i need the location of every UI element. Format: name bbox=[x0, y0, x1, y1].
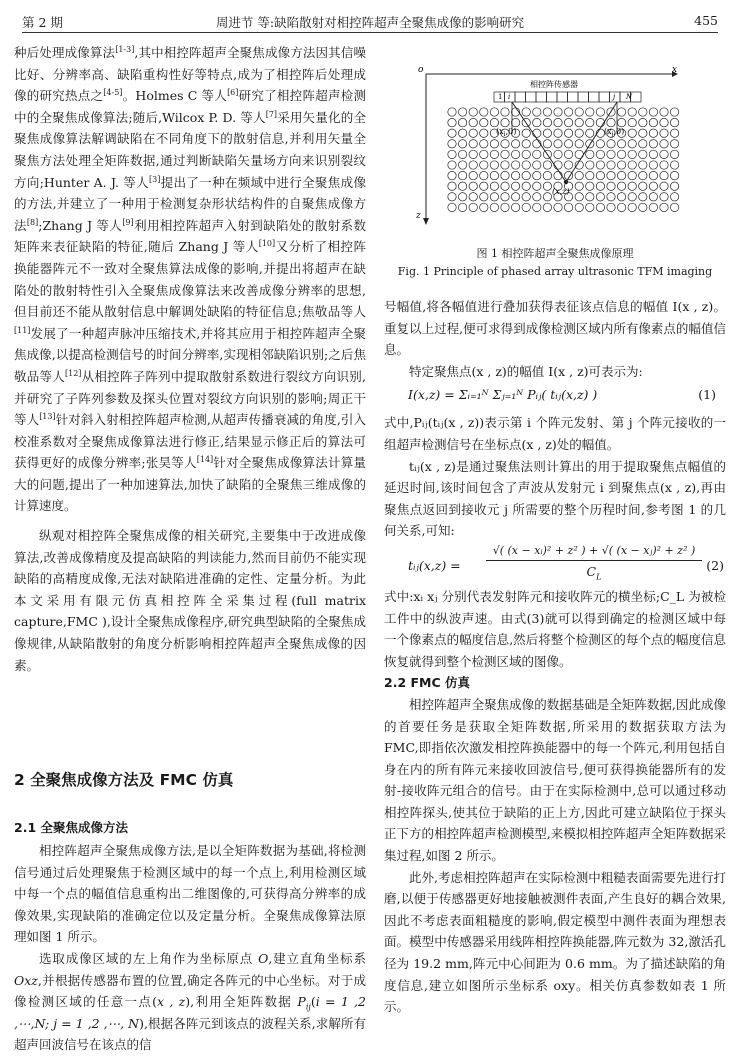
grid-pixel bbox=[543, 161, 551, 169]
grid-pixel bbox=[533, 129, 541, 137]
grid-pixel bbox=[607, 203, 615, 211]
element-i-label: i bbox=[508, 93, 511, 101]
grid-pixel bbox=[628, 193, 636, 201]
citation: [11] bbox=[14, 325, 31, 335]
grid-pixel bbox=[533, 203, 541, 211]
grid-pixel bbox=[469, 108, 477, 116]
grid-pixel bbox=[501, 118, 509, 126]
paragraph-delay-time: tᵢⱼ(x , z)是通过聚焦法则计算出的用于提取聚焦点幅值的延迟时间,该时间包含了声波从发射元 i 到聚焦点(x , z),再由聚焦点返回到接收元 j 所需要的整个历程时间,参考图 1 的几何关系,可知: bbox=[384, 458, 726, 539]
grid-pixel bbox=[639, 193, 647, 201]
grid-pixel bbox=[564, 150, 572, 158]
grid-pixel bbox=[522, 108, 530, 116]
grid-pixel bbox=[586, 118, 594, 126]
grid-pixel bbox=[501, 150, 509, 158]
grid-pixel bbox=[575, 129, 583, 137]
grid-pixel bbox=[670, 203, 678, 211]
figure-1-caption-cn: 图 1 相控阵超声全聚焦成像原理 bbox=[476, 247, 634, 260]
grid-pixel bbox=[596, 140, 604, 148]
grid-pixel bbox=[554, 129, 562, 137]
equation-1-body: I(x,z) = Σᵢ₌₁ᴺ Σⱼ₌₁ᴺ Pᵢⱼ( tᵢⱼ(x,z) ) bbox=[408, 387, 598, 403]
grid-pixel bbox=[490, 182, 498, 190]
grid-pixel bbox=[501, 182, 509, 190]
grid-pixel bbox=[639, 129, 647, 137]
grid-pixel bbox=[617, 150, 625, 158]
grid-pixel bbox=[607, 150, 615, 158]
grid-pixel bbox=[522, 171, 530, 179]
grid-pixel bbox=[469, 118, 477, 126]
grid-pixel bbox=[533, 150, 541, 158]
grid-pixel bbox=[501, 193, 509, 201]
grid-pixel bbox=[448, 140, 456, 148]
transducer-element bbox=[599, 92, 610, 102]
grid-pixel bbox=[607, 182, 615, 190]
grid-pixel bbox=[639, 118, 647, 126]
paragraph-eq1-intro: 特定聚焦点(x , z)的幅值 I(x , z)可表示为: bbox=[409, 363, 643, 379]
grid-pixel bbox=[596, 161, 604, 169]
subsection-2-2-heading: 2.2 FMC 仿真 bbox=[384, 675, 470, 691]
grid-pixel bbox=[543, 129, 551, 137]
grid-pixel bbox=[628, 150, 636, 158]
transducer-element bbox=[589, 92, 600, 102]
grid-pixel bbox=[458, 182, 466, 190]
grid-pixel bbox=[649, 203, 657, 211]
transducer-label: 相控阵传感器 bbox=[530, 80, 578, 89]
grid-pixel bbox=[660, 171, 668, 179]
paragraph-intro-continued: 种后处理成像算法[1-3],其中相控阵超声全聚焦成像方法因其信噪比好、分辨率高、缺陷重构性好等特点,成为了相控阵后处理成像的研究热点之[4-5]。Holmes C 等人[6]研究了相控阵超声检测中的全聚焦成像算法;随后,Wilcox P. D. 等人[7]采用矢量化的全聚焦成像算法解调缺陷在不同角度下的散射信息,并利用矢量全聚焦方法处理全矩阵数据,通过判断缺陷矢量场方向来识别裂纹方向;Hunter A. J. 等人[3]提出了一种在频域中进行全聚焦成像的方法,并建立了一种用于检测复杂形状结构件的自聚焦成像方法[8];Zhang J 等人[9]利用相控阵超声入射到缺陷处的散射系数矩阵来表征缺陷的特征,随后 Zhang J 等人[10]又分析了相控阵换能器阵元不一致对全聚焦算法成像的影响,并提出将超声在缺陷处的散射特性引入全聚焦成像算法来改善成像分辨率的思想,但目前还不能从散射信息中解调处缺陷的特征信息;焦敬品等人[11]发展了一种超声脉冲压缩技术,并将其应用于相控阵超声全聚焦成像,以提高检测信号的时间分辨率,实现相邻缺陷识别;之后焦敬品等人[12]从相控阵子阵列中提取散射系数进行裂纹方向识别,并研究了子阵列参数及探头位置对裂纹方向识别的影响;周正干等人[13]针对斜入射相控阵超声检测,从超声传播衰减的角度,引入校准系数对全聚焦成像算法进行修正,结果显示修正后的算法可获得更好的成像分辨率;张昊等人[14]针对全聚焦成像算法计算量大的问题,提出了一种加速算法,加快了缺陷的全聚焦三维成像的计算速度。 bbox=[14, 44, 366, 514]
grid-pixel bbox=[617, 171, 625, 179]
tfm-principle-diagram bbox=[414, 62, 704, 228]
grid-pixel bbox=[596, 171, 604, 179]
grid-pixel bbox=[448, 182, 456, 190]
figure-1-tfm-diagram bbox=[414, 62, 704, 228]
grid-pixel bbox=[596, 203, 604, 211]
grid-pixel bbox=[501, 203, 509, 211]
grid-pixel bbox=[628, 118, 636, 126]
grid-pixel bbox=[480, 182, 488, 190]
grid-pixel bbox=[490, 150, 498, 158]
grid-pixel bbox=[564, 129, 572, 137]
grid-pixel bbox=[575, 118, 583, 126]
grid-pixel bbox=[639, 150, 647, 158]
grid-pixel bbox=[607, 171, 615, 179]
grid-pixel bbox=[660, 150, 668, 158]
grid-pixel bbox=[607, 193, 615, 201]
grid-pixel bbox=[607, 118, 615, 126]
paragraph-research-summary: 纵观对相控阵全聚焦成像的相关研究,主要集中于改进成像算法,改善成像精度及提高缺陷的判读能力,然而目前仍不能实现缺陷的高精度成像,无法对缺陷进准确的定性、定量分析。为此本文采用有限元仿真相控阵全采集过程(full matrix capture,FMC ),设计全聚焦成像程序,研究典型缺陷的全聚焦成像规律,从缺陷散射的角度分析影响相控阵超声全聚焦成像的因素。 bbox=[14, 528, 366, 673]
grid-pixel bbox=[617, 140, 625, 148]
grid-pixel bbox=[522, 150, 530, 158]
grid-pixel bbox=[628, 140, 636, 148]
grid-pixel bbox=[586, 108, 594, 116]
grid-pixel bbox=[490, 140, 498, 148]
grid-pixel bbox=[596, 150, 604, 158]
grid-pixel bbox=[469, 203, 477, 211]
z-axis-arrow bbox=[423, 218, 429, 225]
grid-pixel bbox=[501, 171, 509, 179]
grid-pixel bbox=[564, 108, 572, 116]
grid-pixel bbox=[501, 140, 509, 148]
paragraph-eq2-definition: 式中:xᵢ xⱼ 分别代表发射阵元和接收阵元的横坐标;C_L 为被检工件中的纵波声速。由式(3)就可以得到确定的检测区域中每一个像素点的幅度信息,然后将整个检测区的每个点的幅度信息恢复就得到整个检测区域的图像。 bbox=[384, 588, 726, 669]
focus-point bbox=[564, 180, 568, 184]
page-number: 455 bbox=[694, 13, 718, 28]
grid-pixel bbox=[670, 171, 678, 179]
grid-pixel bbox=[448, 193, 456, 201]
grid-pixel bbox=[458, 108, 466, 116]
grid-pixel bbox=[575, 171, 583, 179]
running-title: 周进节 等:缺陷散射对相控阵超声全聚焦成像的影响研究 bbox=[215, 15, 525, 30]
grid-pixel bbox=[543, 140, 551, 148]
grid-pixel bbox=[575, 182, 583, 190]
transducer-element bbox=[515, 92, 526, 102]
grid-pixel bbox=[617, 193, 625, 201]
grid-pixel bbox=[469, 129, 477, 137]
grid-pixel bbox=[511, 171, 519, 179]
grid-pixel bbox=[660, 161, 668, 169]
citation: [8] bbox=[26, 217, 39, 227]
figure-1-caption-en: Fig. 1 Principle of phased array ultrasonic TFM imaging bbox=[397, 265, 713, 278]
grid-pixel bbox=[586, 161, 594, 169]
grid-pixel bbox=[469, 193, 477, 201]
citation: [1-3] bbox=[115, 44, 135, 54]
grid-pixel bbox=[649, 118, 657, 126]
grid-pixel bbox=[586, 129, 594, 137]
grid-pixel bbox=[617, 108, 625, 116]
grid-pixel bbox=[448, 108, 456, 116]
grid-pixel bbox=[670, 108, 678, 116]
grid-pixel bbox=[458, 129, 466, 137]
grid-pixel bbox=[660, 129, 668, 137]
grid-pixel bbox=[564, 140, 572, 148]
grid-pixel bbox=[575, 203, 583, 211]
equation-2 bbox=[384, 542, 726, 586]
running-header bbox=[22, 10, 718, 33]
grid-pixel bbox=[564, 203, 572, 211]
grid-pixel bbox=[660, 140, 668, 148]
grid-pixel bbox=[670, 150, 678, 158]
grid-pixel bbox=[543, 118, 551, 126]
grid-pixel bbox=[522, 161, 530, 169]
grid-pixel bbox=[660, 118, 668, 126]
citation: [12] bbox=[64, 368, 82, 378]
grid-pixel bbox=[533, 171, 541, 179]
grid-pixel bbox=[617, 182, 625, 190]
grid-pixel bbox=[660, 182, 668, 190]
grid-pixel bbox=[458, 161, 466, 169]
grid-pixel bbox=[617, 161, 625, 169]
grid-pixel bbox=[670, 118, 678, 126]
grid-pixel bbox=[660, 203, 668, 211]
citation: [14] bbox=[196, 455, 214, 465]
grid-pixel bbox=[543, 182, 551, 190]
grid-pixel bbox=[480, 140, 488, 148]
grid-pixel bbox=[480, 171, 488, 179]
grid-pixel bbox=[533, 118, 541, 126]
grid-pixel bbox=[649, 150, 657, 158]
grid-pixel bbox=[670, 140, 678, 148]
citation: [9] bbox=[122, 217, 134, 227]
figure-1-caption bbox=[384, 245, 726, 281]
grid-pixel bbox=[522, 182, 530, 190]
equation-1-number: (1) bbox=[698, 387, 716, 403]
grid-pixel bbox=[586, 182, 594, 190]
grid-pixel bbox=[543, 108, 551, 116]
grid-pixel bbox=[458, 150, 466, 158]
section-2-heading: 2 全聚焦成像方法及 FMC 仿真 bbox=[14, 771, 234, 789]
grid-pixel bbox=[448, 171, 456, 179]
grid-pixel bbox=[617, 203, 625, 211]
grid-pixel bbox=[448, 150, 456, 158]
right-column bbox=[384, 296, 726, 1018]
grid-pixel bbox=[511, 193, 519, 201]
origin-label: o bbox=[418, 65, 424, 75]
grid-pixel bbox=[511, 161, 519, 169]
transducer-element bbox=[578, 92, 589, 102]
grid-pixel bbox=[554, 203, 562, 211]
grid-pixel bbox=[628, 129, 636, 137]
grid-pixel bbox=[469, 171, 477, 179]
grid-pixel bbox=[628, 161, 636, 169]
grid-pixel bbox=[586, 193, 594, 201]
grid-pixel bbox=[522, 203, 530, 211]
paragraph-amplitude-sum: 号幅值,将各幅值进行叠加获得表征该点信息的幅值 I(x , z)。重复以上过程,便可求得到成像检测区域内所有像素点的幅值信息。 bbox=[384, 299, 726, 358]
transducer-element bbox=[568, 92, 579, 102]
grid-pixel bbox=[628, 171, 636, 179]
grid-pixel bbox=[480, 203, 488, 211]
grid-pixel bbox=[670, 129, 678, 137]
transducer-array bbox=[494, 92, 641, 102]
grid-pixel bbox=[480, 150, 488, 158]
equation-2-denominator: $C_L$ bbox=[586, 563, 602, 582]
left-column-lower bbox=[14, 840, 366, 1056]
grid-pixel bbox=[448, 203, 456, 211]
grid-pixel bbox=[522, 193, 530, 201]
paragraph-model-setup: 此外,考虑相控阵超声在实际检测中粗糙表面需要先进行打磨,以便于传感器更好地接触被测件表面,产生良好的耦合效果,因此不考虑表面粗糙度的影响,假定模型中测件表面为理想表面。模型中传感器采用线阵相控阵换能器,阵元数为 32,激活孔径为 19.2 mm,阵元中心间距为 0.6 mm。为了描述缺陷的角度信息,建立如图所示坐标系 oxy。相关仿真参数如表 1 所示。 bbox=[384, 869, 726, 1015]
paragraph-eq1-definition: 式中,Pᵢⱼ(tᵢⱼ(x , z))表示第 i 个阵元发射、第 j 个阵元接收的一组超声检测信号在坐标点(x , z)处的幅值。 bbox=[384, 415, 726, 452]
citation: [7] bbox=[265, 109, 278, 119]
grid-pixel bbox=[448, 129, 456, 137]
grid-pixel bbox=[586, 203, 594, 211]
grid-pixel bbox=[670, 161, 678, 169]
grid-pixel bbox=[490, 193, 498, 201]
transducer-element bbox=[526, 92, 537, 102]
grid-pixel bbox=[490, 203, 498, 211]
grid-pixel bbox=[564, 118, 572, 126]
grid-pixel bbox=[533, 193, 541, 201]
grid-pixel bbox=[458, 118, 466, 126]
focus-point-coordinate: (x,z) bbox=[552, 187, 570, 196]
grid-pixel bbox=[649, 108, 657, 116]
grid-pixel bbox=[586, 150, 594, 158]
grid-pixel bbox=[490, 108, 498, 116]
grid-pixel bbox=[639, 140, 647, 148]
grid-pixel bbox=[448, 161, 456, 169]
grid-pixel bbox=[543, 193, 551, 201]
grid-pixel bbox=[554, 150, 562, 158]
grid-pixel bbox=[596, 193, 604, 201]
citation: [10] bbox=[258, 239, 276, 249]
grid-pixel bbox=[469, 150, 477, 158]
grid-pixel bbox=[628, 182, 636, 190]
grid-pixel bbox=[554, 171, 562, 179]
grid-pixel bbox=[586, 171, 594, 179]
grid-pixel bbox=[522, 129, 530, 137]
grid-pixel bbox=[490, 161, 498, 169]
receive-ray bbox=[566, 102, 617, 182]
element-j-label: j bbox=[613, 93, 616, 101]
grid-pixel bbox=[628, 108, 636, 116]
grid-pixel bbox=[575, 108, 583, 116]
imaging-grid bbox=[448, 108, 679, 212]
citation: [3] bbox=[149, 174, 161, 184]
equation-2-lhs: tᵢⱼ(x,z) = bbox=[408, 557, 461, 573]
element-N-label: N bbox=[626, 93, 633, 101]
grid-pixel bbox=[617, 118, 625, 126]
grid-pixel bbox=[639, 203, 647, 211]
grid-pixel bbox=[480, 118, 488, 126]
paragraph-coordinate-setup: 选取成像区域的左上角作为坐标原点 O,建立直角坐标系 Oxz,并根据传感器布置的位置,确定各阵元的中心坐标。对于成像检测区域的任意一点(x , z),利用全矩阵数据 $P_{ij}(i = 1$ ,2 ,⋯,N; j = 1 ,2 ,⋯, N),根据各阵元到该点的波程关系,求解所有超声回波信号在该点的信 bbox=[14, 950, 366, 1053]
grid-pixel bbox=[607, 140, 615, 148]
grid-pixel bbox=[511, 150, 519, 158]
grid-pixel bbox=[533, 182, 541, 190]
paragraph-tfm-method: 相控阵超声全聚焦成像方法,是以全矩阵数据为基础,将检测信号通过后处理聚焦于检测区域中的每一个点上,利用检测区域中每一个点的幅值信息重构出二维图像的,可获得高分辨率的成像效果,实现缺陷的准确定位以及定量分析。全聚焦成像算法原理如图 1 所示。 bbox=[14, 843, 366, 945]
grid-pixel bbox=[575, 193, 583, 201]
grid-pixel bbox=[660, 193, 668, 201]
grid-pixel bbox=[670, 193, 678, 201]
element-i-coordinate: $(x_i,0)$ bbox=[496, 127, 517, 138]
grid-pixel bbox=[511, 140, 519, 148]
grid-pixel bbox=[480, 129, 488, 137]
grid-pixel bbox=[511, 203, 519, 211]
transducer-element bbox=[547, 92, 558, 102]
grid-pixel bbox=[649, 182, 657, 190]
grid-pixel bbox=[511, 182, 519, 190]
grid-pixel bbox=[469, 161, 477, 169]
grid-pixel bbox=[639, 161, 647, 169]
grid-pixel bbox=[458, 140, 466, 148]
grid-pixel bbox=[490, 118, 498, 126]
transducer-element bbox=[536, 92, 547, 102]
paragraph-fmc: 相控阵超声全聚焦成像的数据基础是全矩阵数据,因此成像的首要任务是获取全矩阵数据,所采用的数据获取方法为 FMC,即指依次激发相控阵换能器中的每一个阵元,利用包括自身在内的所有阵元来接收回波信号,便可获得换能器所有的发射-接收阵元组合的信号。由于在实际检测中,总可以通过移动相控阵探头,使其位于缺陷的正上方,因此可建立缺陷位于探头正下方的相控阵超声检测模型,来模拟相控阵超声全矩阵数据采集过程,如图 2 所示。 bbox=[384, 696, 726, 864]
z-axis-label: z bbox=[416, 211, 421, 221]
grid-pixel bbox=[670, 182, 678, 190]
x-axis-label: x bbox=[672, 65, 678, 75]
grid-pixel bbox=[660, 108, 668, 116]
grid-pixel bbox=[639, 108, 647, 116]
grid-pixel bbox=[458, 193, 466, 201]
grid-pixel bbox=[649, 129, 657, 137]
grid-pixel bbox=[575, 140, 583, 148]
transmit-ray bbox=[512, 102, 566, 182]
grid-pixel bbox=[501, 108, 509, 116]
grid-pixel bbox=[628, 203, 636, 211]
grid-pixel bbox=[511, 118, 519, 126]
element-j-coordinate: $(x_j,0)$ bbox=[604, 127, 625, 138]
equation-2-number: (2) bbox=[706, 557, 724, 573]
grid-pixel bbox=[564, 161, 572, 169]
grid-pixel bbox=[649, 161, 657, 169]
grid-pixel bbox=[649, 171, 657, 179]
grid-pixel bbox=[480, 108, 488, 116]
grid-pixel bbox=[554, 118, 562, 126]
left-column bbox=[14, 42, 366, 676]
grid-pixel bbox=[458, 203, 466, 211]
grid-pixel bbox=[533, 108, 541, 116]
grid-pixel bbox=[448, 118, 456, 126]
equation-1 bbox=[384, 382, 726, 412]
grid-pixel bbox=[543, 203, 551, 211]
grid-pixel bbox=[554, 140, 562, 148]
citation: [4-5] bbox=[103, 88, 123, 98]
grid-pixel bbox=[480, 161, 488, 169]
grid-pixel bbox=[596, 182, 604, 190]
citation: [13] bbox=[39, 411, 56, 421]
citation: [6] bbox=[227, 88, 239, 98]
grid-pixel bbox=[649, 140, 657, 148]
transducer-element bbox=[557, 92, 568, 102]
equation-2-numerator: √( (x − xᵢ)² + z² ) + √( (x − xⱼ)² + z² ) bbox=[486, 542, 702, 561]
subsection-2-1-heading: 2.1 全聚焦成像方法 bbox=[14, 820, 128, 835]
grid-pixel bbox=[501, 161, 509, 169]
element-1-label: 1 bbox=[498, 93, 503, 101]
grid-pixel bbox=[533, 161, 541, 169]
grid-pixel bbox=[490, 171, 498, 179]
grid-pixel bbox=[554, 108, 562, 116]
grid-pixel bbox=[649, 193, 657, 201]
grid-pixel bbox=[607, 161, 615, 169]
grid-pixel bbox=[639, 171, 647, 179]
grid-pixel bbox=[458, 171, 466, 179]
grid-pixel bbox=[543, 171, 551, 179]
grid-pixel bbox=[596, 108, 604, 116]
grid-pixel bbox=[469, 182, 477, 190]
issue-number: 第 2 期 bbox=[22, 15, 63, 30]
grid-pixel bbox=[480, 193, 488, 201]
grid-pixel bbox=[522, 140, 530, 148]
grid-pixel bbox=[639, 182, 647, 190]
grid-pixel bbox=[469, 140, 477, 148]
